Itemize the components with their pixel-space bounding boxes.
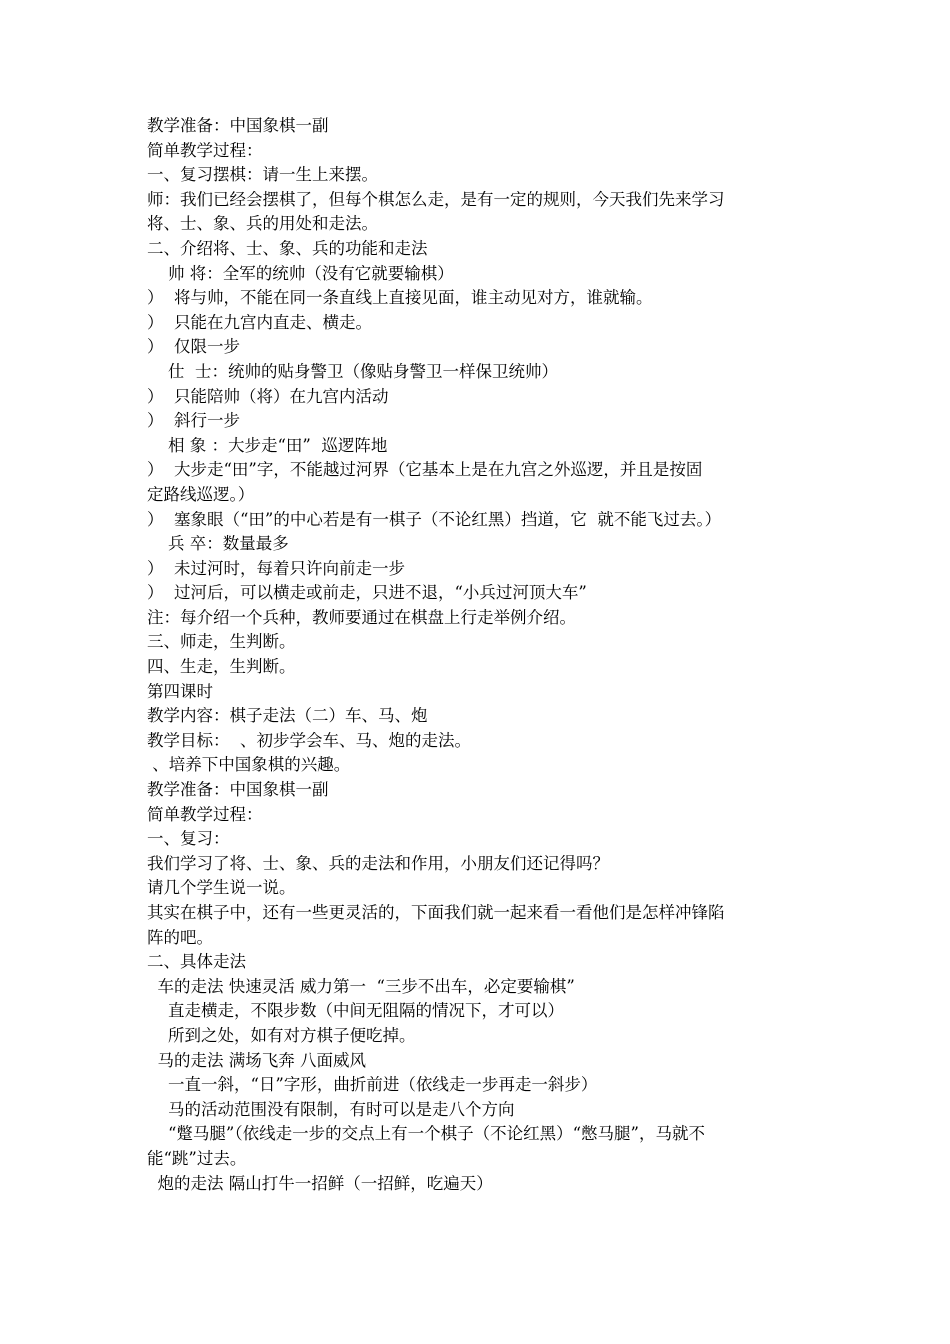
text-line: 二、介绍将、士、象、兵的功能和走法 [147, 238, 428, 258]
document-body [147, 114, 817, 1196]
text-line: ） 只能陪帅（将）在九宫内活动 [147, 386, 389, 406]
text-line: ） 斜行一步 [147, 411, 240, 431]
text-line: 马的走法 满场飞奔 八面威风 [147, 1050, 366, 1070]
text-line: 炮的走法 隔山打牛一招鲜（一招鲜，吃遍天） [147, 1173, 493, 1193]
text-line: 简单教学过程： [147, 140, 263, 160]
section-heading: 第四课时 [147, 681, 213, 701]
text-line: ） 过河后，可以横走或前走，只进不退，“小兵过河顶大车” [147, 583, 587, 603]
text-line: 能“跳”过去。 [147, 1148, 247, 1168]
text-line: 帅 将：全军的统帅（没有它就要输棋） [147, 263, 454, 283]
text-line: 仕 士：统帅的贴身警卫（像贴身警卫一样保卫统帅） [147, 361, 558, 381]
text-line: 相 象 ：大步走“田” 巡逻阵地 [147, 435, 388, 455]
text-line: “蹩马腿”（依线走一步的交点上有一个棋子（不论红黑）“憋马腿”，马就不 [147, 1124, 705, 1144]
text-line: ） 未过河时，每着只许向前走一步 [147, 558, 405, 578]
text-line: 教学准备：中国象棋一副 [147, 116, 329, 135]
text-line: 教学准备：中国象棋一副 [147, 780, 329, 800]
text-line: 车的走法 快速灵活 威力第一 “三步不出车，必定要输棋” [147, 976, 575, 996]
text-line: ） 塞象眼（“田”的中心若是有一棋子（不论红黑）挡道，它 就不能飞过去。） [147, 509, 722, 529]
text-line: 教学内容：棋子走法（二）车、马、炮 [147, 706, 428, 726]
text-line: 二、具体走法 [147, 952, 246, 972]
text-line: 师：我们已经会摆棋了，但每个棋怎么走，是有一定的规则，今天我们先来学习 [147, 189, 725, 209]
text-line: 一、复习摆棋：请一生上来摆。 [147, 165, 378, 185]
text-line: 其实在棋子中，还有一些更灵活的，下面我们就一起来看一看他们是怎样冲锋陷 [147, 903, 725, 922]
text-line: 一、复习： [147, 829, 230, 849]
text-line: 三、师走，生判断。 [147, 632, 296, 652]
text-line: 马的活动范围没有限制，有时可以是走八个方向 [147, 1099, 515, 1119]
text-line: 注：每介绍一个兵种，教师要通过在棋盘上行走举例介绍。 [147, 607, 576, 627]
text-line: 将、士、象、兵的用处和走法。 [147, 214, 378, 234]
text-line: 教学目标： 、初步学会车、马、炮的走法。 [147, 730, 471, 750]
text-line: 、培养下中国象棋的兴趣。 [147, 755, 351, 775]
text-line: 阵的吧。 [147, 927, 213, 947]
text-line: 简单教学过程： [147, 804, 263, 824]
text-line: 定路线巡逻。） [147, 484, 255, 504]
text-line: 我们学习了将、士、象、兵的走法和作用，小朋友们还记得吗？ [147, 853, 609, 873]
text-line: 兵 卒：数量最多 [147, 534, 289, 554]
text-line: ） 将与帅，不能在同一条直线上直接见面，谁主动见对方，谁就输。 [147, 288, 653, 308]
text-line: 一直一斜，“日”字形，曲折前进（依线走一步再走一斜步） [147, 1075, 598, 1095]
text-line: 请几个学生说一说。 [147, 878, 296, 898]
text-line: ） 仅限一步 [147, 337, 240, 357]
text-line: 四、生走，生判断。 [147, 657, 296, 677]
text-line: ） 大步走“田”字，不能越过河界（它基本上是在九宫之外巡逻，并且是按固 [147, 460, 703, 480]
text-line: 直走横走，不限步数（中间无阻隔的情况下，才可以） [147, 1001, 564, 1021]
text-line: 所到之处，如有对方棋子便吃掉。 [147, 1025, 416, 1045]
text-line: ） 只能在九宫内直走、横走。 [147, 312, 372, 332]
